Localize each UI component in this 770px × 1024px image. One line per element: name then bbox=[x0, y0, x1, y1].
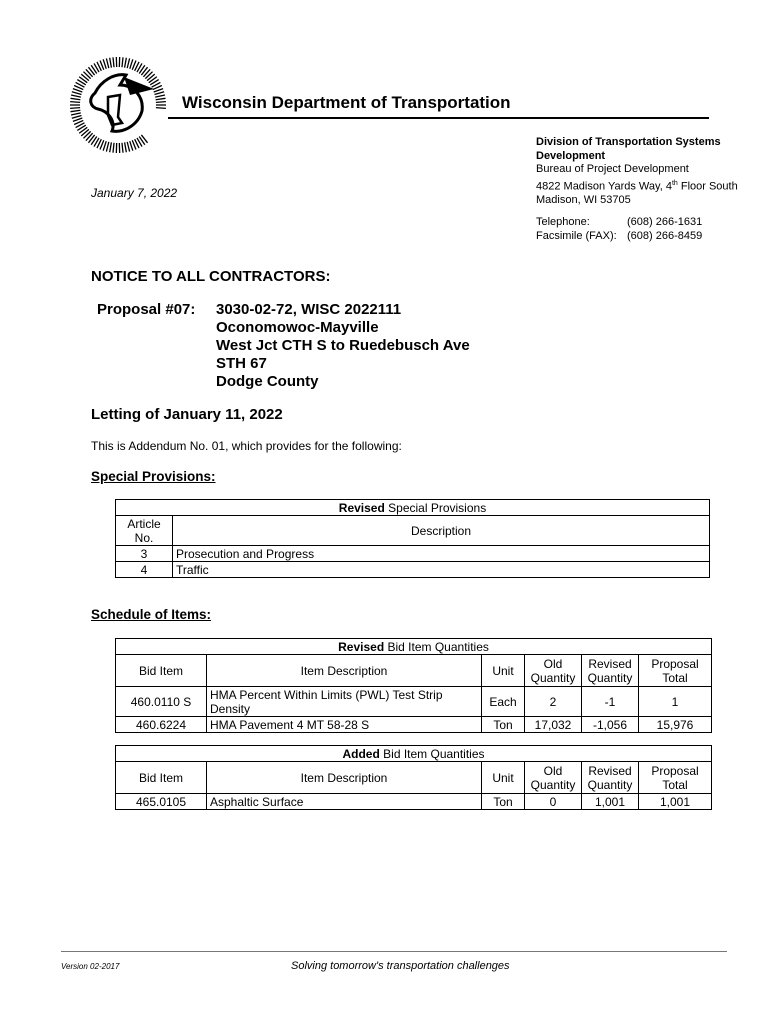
col-header-proposal-total: Proposal Total bbox=[639, 655, 712, 687]
col-header-item-description: Item Description bbox=[207, 762, 482, 794]
division-name-line1: Division of Transportation Systems bbox=[536, 136, 721, 148]
agency-title: Wisconsin Department of Transportation bbox=[182, 93, 511, 112]
logo-tick bbox=[125, 58, 127, 68]
logo-tick bbox=[125, 142, 127, 152]
letting-heading: Letting of January 11, 2022 bbox=[91, 406, 283, 423]
telephone-row: Telephone: (608) 266-1631 bbox=[536, 216, 703, 228]
bureau-name: Bureau of Project Development bbox=[536, 163, 689, 175]
logo-tick bbox=[127, 58, 129, 68]
division-name-line2: Development bbox=[536, 149, 606, 162]
table-row: 465.0105 Asphaltic Surface Ton 0 1,001 1,001 bbox=[116, 794, 712, 810]
footer-rule bbox=[61, 951, 727, 952]
proposal-line: West Jct CTH S to Ruedebusch Ave bbox=[216, 337, 470, 354]
col-header-bid-item: Bid Item bbox=[116, 762, 207, 794]
city-address: Madison, WI 53705 bbox=[536, 193, 631, 206]
logo-tick bbox=[72, 115, 82, 118]
logo-tick bbox=[70, 110, 80, 111]
logo-tick bbox=[72, 92, 82, 95]
proposal-details bbox=[216, 301, 470, 391]
table-row: 460.6224 HMA Pavement 4 MT 58-28 S Ton 17,032 -1,056 15,976 bbox=[116, 717, 712, 733]
logo-tick bbox=[106, 58, 108, 68]
logo-tick bbox=[130, 59, 133, 69]
logo-tick bbox=[155, 95, 165, 97]
letter-date: January 7, 2022 bbox=[91, 186, 178, 200]
table-caption: Added Bid Item Quantities bbox=[116, 746, 712, 762]
col-header-description: Description bbox=[173, 516, 710, 546]
addendum-text: This is Addendum No. 01, which provides for the following: bbox=[91, 439, 402, 453]
logo-tick bbox=[110, 142, 112, 152]
logo-tick bbox=[122, 57, 123, 67]
col-header-article: Article No. bbox=[116, 516, 173, 546]
special-provisions-heading: Special Provisions: bbox=[91, 469, 216, 484]
logo-tick bbox=[70, 108, 80, 109]
logo-tick bbox=[103, 141, 106, 151]
version-label: Version 02-2017 bbox=[61, 962, 120, 971]
proposal-line: STH 67 bbox=[216, 355, 267, 372]
division-address bbox=[536, 136, 738, 207]
col-header-old-quantity: Old Quantity bbox=[525, 762, 582, 794]
logo-tick bbox=[113, 143, 114, 153]
logo-tick bbox=[70, 98, 80, 99]
col-header-proposal-total: Proposal Total bbox=[639, 762, 712, 794]
logo-tick bbox=[70, 102, 80, 103]
col-header-old-quantity: Old Quantity bbox=[525, 655, 582, 687]
col-header-revised-quantity: Revised Quantity bbox=[582, 762, 639, 794]
revised-bid-items-table bbox=[115, 638, 712, 733]
notice-heading: NOTICE TO ALL CONTRACTORS: bbox=[91, 268, 331, 285]
table-caption: Revised Special Provisions bbox=[116, 500, 710, 516]
logo-tick bbox=[122, 143, 123, 153]
table-row: 3 Prosecution and Progress bbox=[116, 546, 710, 562]
special-provisions-table bbox=[115, 499, 710, 578]
logo-tick bbox=[71, 113, 81, 115]
table-caption: Revised Bid Item Quantities bbox=[116, 639, 712, 655]
added-bid-items-table bbox=[115, 745, 712, 810]
table-row: 4 Traffic bbox=[116, 562, 710, 578]
logo-tick bbox=[155, 92, 165, 95]
proposal-label: Proposal #07: bbox=[97, 301, 196, 318]
wisdot-logo bbox=[68, 55, 168, 155]
title-rule bbox=[168, 117, 709, 119]
col-header-revised-quantity: Revised Quantity bbox=[582, 655, 639, 687]
col-header-unit: Unit bbox=[482, 655, 525, 687]
logo-tick bbox=[71, 95, 81, 97]
logo-tick bbox=[127, 142, 129, 152]
fax-row: Facsimile (FAX): (608) 266-8459 bbox=[536, 229, 703, 242]
logo-tick bbox=[156, 98, 166, 99]
logo-tick bbox=[130, 141, 133, 151]
schedule-of-items-heading: Schedule of Items: bbox=[91, 607, 212, 622]
proposal-line: Oconomowoc-Mayville bbox=[216, 319, 379, 336]
logo-tick bbox=[156, 108, 166, 109]
table-row: 460.0110 S HMA Percent Within Limits (PWL) Test Strip Density Each 2 -1 1 bbox=[116, 687, 712, 717]
street-address: 4822 Madison Yards Way, 4th Floor South bbox=[536, 179, 738, 193]
contact-info bbox=[536, 216, 702, 243]
logo-tick bbox=[106, 142, 108, 152]
logo-tick bbox=[103, 59, 106, 69]
logo-tick bbox=[110, 58, 112, 68]
col-header-unit: Unit bbox=[482, 762, 525, 794]
proposal-line: Dodge County bbox=[216, 373, 319, 390]
proposal-line: 3030-02-72, WISC 2022111 bbox=[216, 301, 402, 318]
col-header-bid-item: Bid Item bbox=[116, 655, 207, 687]
logo-tick bbox=[156, 102, 166, 103]
footer-motto: Solving tomorrow's transportation challenges bbox=[291, 960, 510, 972]
logo-tick bbox=[113, 57, 114, 67]
col-header-item-description: Item Description bbox=[207, 655, 482, 687]
